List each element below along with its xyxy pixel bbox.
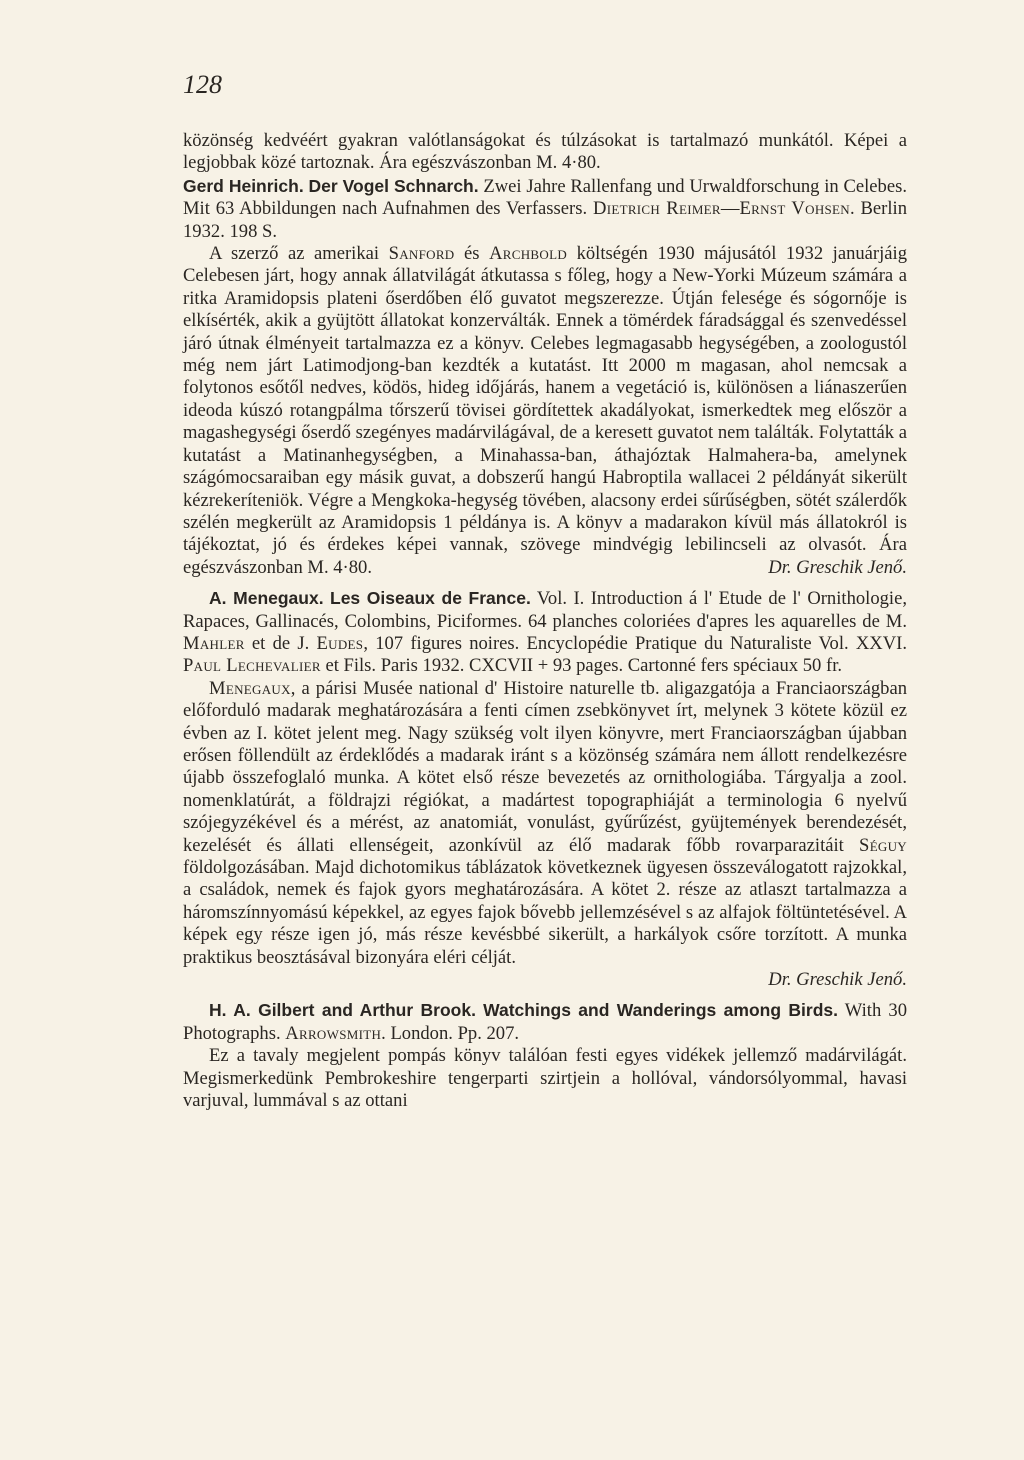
publisher-name: Paul Lechevalier <box>183 655 321 677</box>
body-text: , a párisi Musée national d' Histoire naturelle tb. aligazgatója a Franciaországban előforduló madarak meghatározására a fenti címen zsebkönyvet írt, melynek 3 kötete közül ez évben az I. kötet jelent meg. Nagy szükség volt ilyen könyvre, mert Franciaországban újabban erősen föllendült az érdeklődés a madarak iránt s a közönség számára nem állott rendelkezésre újabb összefoglaló munka. A kötet első része bevezetés az ornithologiába. Tárgyalja a zool. nomenklatúrát, a földrajzi régiókat, a madártest topographiáját a terminologia 6 nyelvű szójegyzékével és a mérést, az anatomiát, vonulást, gyűrűzést, gyüjtemények berendezését, kezelését és állati ellenségeit, azonkívül az élő madarak főbb rovarparazitáit <box>183 677 907 856</box>
reviewer-signature: Dr. Greschik Jenő. <box>768 969 907 991</box>
publisher-dash: — <box>720 198 740 220</box>
review-menegaux-citation <box>183 587 907 678</box>
review-author: A. Menegaux. <box>209 588 324 609</box>
review-continuation <box>183 130 907 175</box>
person-name: Menegaux <box>209 677 291 699</box>
body-text: költségén 1930 májusától 1932 januárjáig Celebesen járt, hogy annak állatvilágát átkutassa s főleg, hogy a New-Yorki Múzeum számára a ritka Aramidopsis plateni őserdőben élő guvatot megszerezze. Útján felesége és sógornője is elkísérték, akik a gyüjtött állatokat konzerválták. Ennek a tömérdek fáradsággal és szenvedéssel járó útnak élményeit tartalmazza ez a könyv. Celebes legmagasabb hegységében, a zoologustól még nem járt Latimodjong-ban kezdték a kutatást. Itt 2000 m magasan, ahol nemcsak a folytonos esőtől nedves, ködös, hideg időjárás, hanem a vegetáció is, különösen a liánaszerűen ideoda kúszó rotangpálma tőrszerű tövisei gördítettek akadályokat, ismerkedtek meg először a magashegységi őserdő szegényes madárvilágával, de a keresett guvatot nem találták. Folytatták a kutatást a Matinanhegységben, a Minahassa-ban, áthajóztak Halmahera-ba, amelynek szágómocsaraiban egy másik guvat, a dobszerű hangú Habroptila wallacei 2 példányát sikerült kézrekeríteniök. Végre a Mengkoka-hegység tövében, alacsony erdei sűrűségben, sötét szálerdők szélén megkerült az Aramidopsis 1 példánya is. A könyv a madarakon kívül más állatokról is tájékoztat, jó és érdekes képei vannak, szövege mindvégig lebilincseli az olvasót. Ára egészvászonban M. 4·80. <box>183 243 907 578</box>
publication-details: et Fils. Paris 1932. CXCVII + 93 pages. Cartonné fers spéciaux 50 fr. <box>320 655 843 677</box>
review-heinrich-citation <box>183 175 907 243</box>
review-description: , 107 figures noires. Encyclopédie Pratique du Naturaliste Vol. XXVI. <box>363 632 907 654</box>
body-text: A szerző az amerikai <box>209 243 389 265</box>
body-text: földolgozásában. Majd dichotomikus táblázatok következnek ügyesen összeválogatott rajzokkal, a családok, nemek és fajok gyors meghatározására. A kötet 2. része az atlaszt tartalmazza a háromszínnyomású képekkel, az egyes fajok bővebb jellemzésével s az alfajok föltüntetésével. A képek egy része igen jó, más része kevésbbé sikerült, a harkályok csőre torzított. A munka praktikus beosztásával bizonyára eléri célját. <box>183 857 907 968</box>
publisher-name: Dietrich Reimer <box>592 198 721 220</box>
review-gilbert-body <box>183 1045 907 1112</box>
review-gilbert-citation <box>183 999 907 1045</box>
publisher-name: Ernst Vohsen <box>739 198 850 220</box>
publication-details: . Berlin 1932. 198 S. <box>183 198 907 242</box>
person-name: Mahler <box>183 632 245 654</box>
review-author: Gerd Heinrich. <box>183 175 304 196</box>
person-name: Eudes <box>316 632 364 654</box>
page-number: 128 <box>183 70 222 99</box>
person-name: Sanford <box>388 243 455 265</box>
review-description: et de J. <box>244 632 317 654</box>
review-title: Les Oiseaux de France. <box>330 588 531 609</box>
body-text: Ez a tavaly megjelent pompás könyv találóan festi egyes vidékek jellemző madárvilágát. Megismerkedünk Pembrokeshire tengerparti szirtjein a hollóval, vándorsólyommal, havasi varjuval, lummával s az ottani <box>183 1045 907 1112</box>
review-title: Der Vogel Schnarch. <box>308 175 479 196</box>
review-description: With 30 Photographs. <box>183 1000 907 1044</box>
publisher-name: Arrowsmith <box>285 1022 382 1044</box>
review-heinrich-body <box>183 243 907 579</box>
review-author: H. A. Gilbert and Arthur Brook. <box>209 1000 476 1021</box>
review-description: Zwei Jahre Rallenfang und Urwaldforschung in Celebes. Mit 63 Abbildungen nach Aufnahmen des Verfassers. <box>183 175 907 220</box>
person-name: Archbold <box>489 243 568 265</box>
person-name: Séguy <box>859 834 907 856</box>
publication-details: . London. Pp. 207. <box>381 1022 520 1044</box>
review-description: Vol. I. Introduction á l' Etude de l' Ornithologie, Rapaces, Gallinacés, Colombins, Piciformes. 64 planches coloriées d'apres les aquarelles de M. <box>183 588 907 632</box>
reviewer-signature: Dr. Greschik Jenő. <box>768 556 907 578</box>
page-text <box>183 130 907 1112</box>
review-title: Watchings and Wanderings among Birds. <box>483 1000 838 1021</box>
review-menegaux-body <box>183 678 907 969</box>
body-text: és <box>454 243 490 265</box>
continuation-text: közönség kedvéért gyakran valótlanságokat és túlzásokat is tartalmazó munkától. Képei a legjobbak közé tartoznak. Ára egészvászonban M. 4·80. <box>183 130 907 174</box>
